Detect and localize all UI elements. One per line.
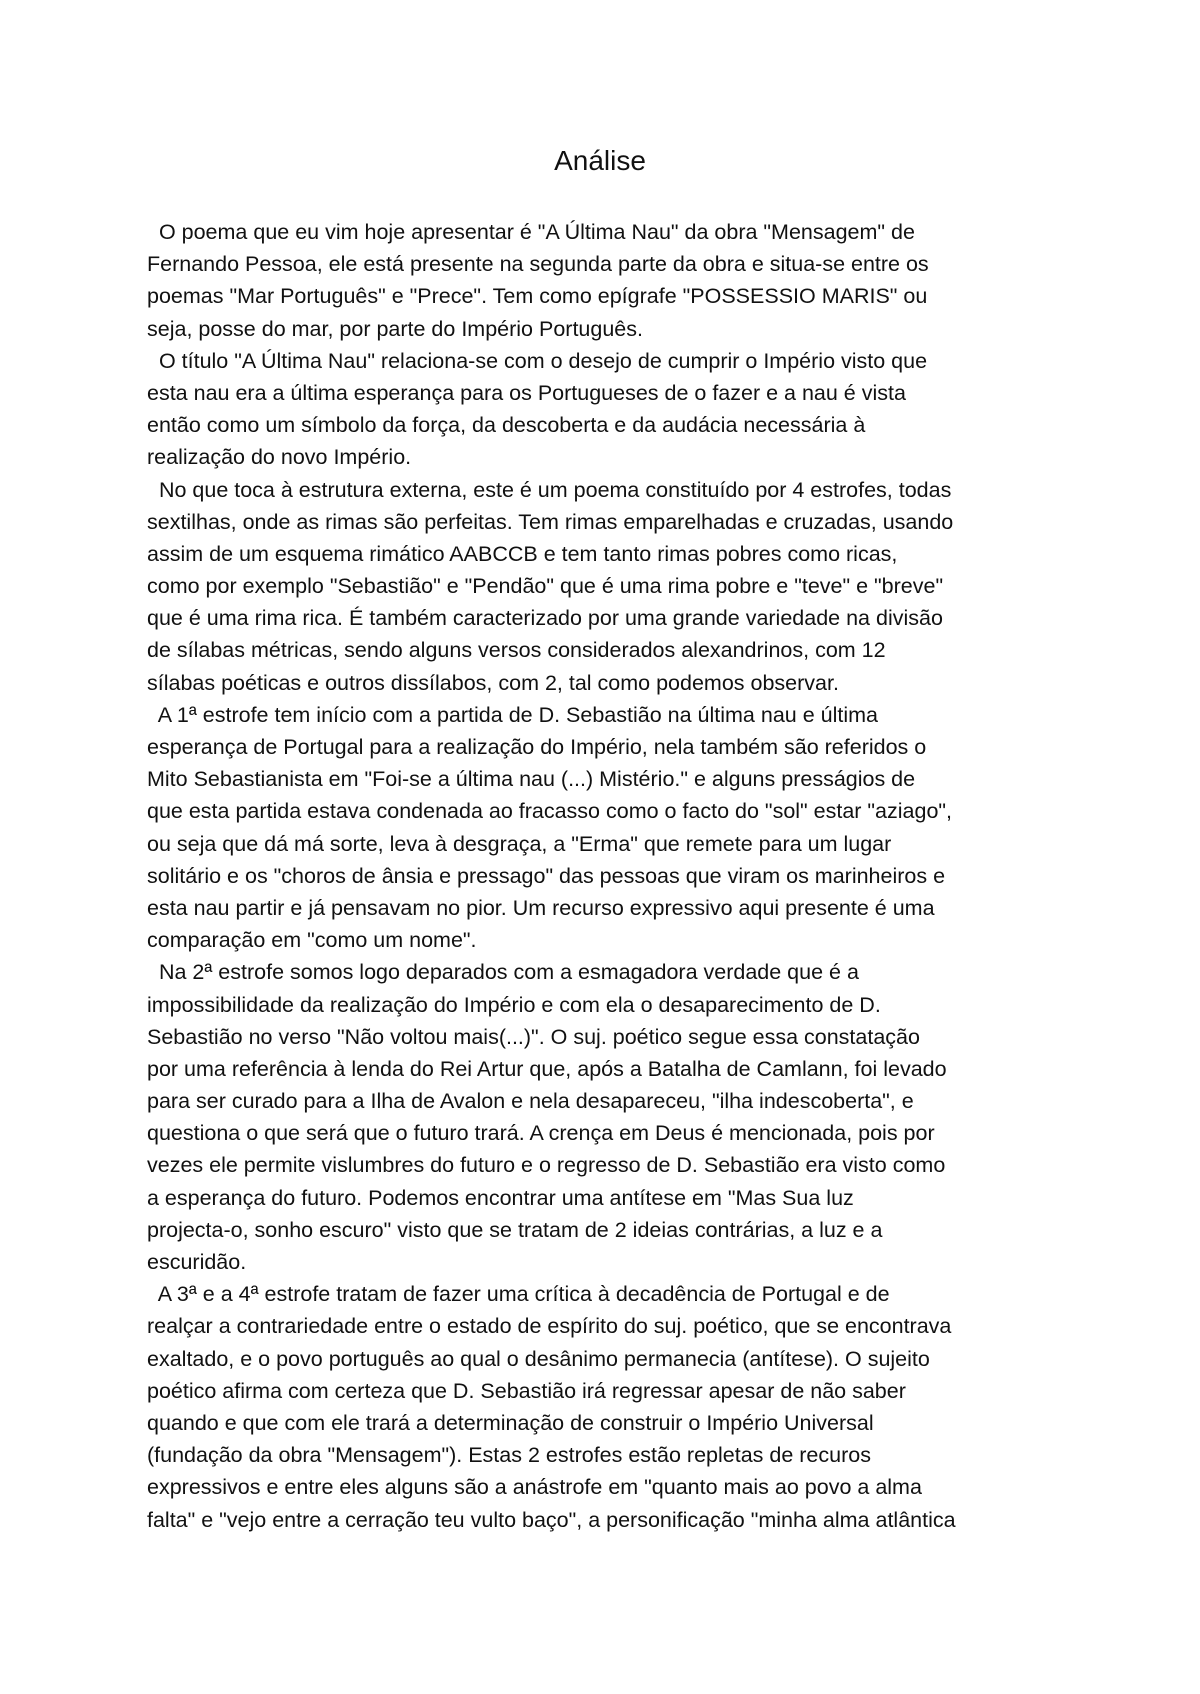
text-line: de sílabas métricas, sendo alguns versos considerados alexandrinos, com 12: [147, 638, 886, 663]
text-line: projecta-o, sonho escuro" visto que se tratam de 2 ideias contrárias, a luz e a: [147, 1217, 883, 1242]
text-line: Na 2ª estrofe somos logo deparados com a esmagadora verdade que é a: [147, 960, 859, 985]
text-line: A 3ª e a 4ª estrofe tratam de fazer uma crítica à decadência de Portugal e de: [147, 1282, 890, 1307]
text-line: que é uma rima rica. É também caracterizado por uma grande variedade na divisão: [147, 606, 943, 631]
document-body: [147, 216, 1067, 1536]
page-title: Análise: [554, 145, 646, 176]
text-line: por uma referência à lenda do Rei Artur que, após a Batalha de Camlann, foi levado: [147, 1056, 947, 1081]
text-line: realização do novo Império.: [147, 445, 412, 470]
text-line: Mito Sebastianista em "Foi-se a última nau (...) Mistério." e alguns presságios de: [147, 767, 916, 792]
text-line: No que toca à estrutura externa, este é um poema constituído por 4 estrofes, todas: [147, 477, 952, 502]
text-line: ou seja que dá má sorte, leva à desgraça, a "Erma" que remete para um lugar: [147, 831, 892, 856]
text-line: quando e que com ele trará a determinação de construir o Império Universal: [147, 1410, 874, 1435]
text-line: falta" e "vejo entre a cerração teu vulto baço", a personificação "minha alma atlântica: [147, 1507, 956, 1532]
text-line: esperança de Portugal para a realização do Império, nela também são referidos o: [147, 735, 927, 759]
text-line: Fernando Pessoa, ele está presente na segunda parte da obra e situa-se entre os: [147, 252, 929, 277]
text-line: como por exemplo "Sebastião" e "Pendão" que é uma rima pobre e "teve" e "breve": [147, 574, 944, 599]
text-line: então como um símbolo da força, da descoberta e da audácia necessária à: [147, 413, 866, 438]
text-line: realçar a contrariedade entre o estado de espírito do suj. poético, que se encontrava: [147, 1314, 952, 1339]
text-line: seja, posse do mar, por parte do Império Português.: [147, 316, 643, 341]
text-line: (fundação da obra "Mensagem"). Estas 2 estrofes estão repletas de recuros: [147, 1443, 871, 1468]
text-line: assim de um esquema rimático AABCCB e tem tanto rimas pobres como ricas,: [147, 541, 898, 566]
text-line: Sebastião no verso "Não voltou mais(...)". O suj. poético segue essa constatação: [147, 1024, 920, 1049]
text-line: A 1ª estrofe tem início com a partida de D. Sebastião na última nau e última: [147, 702, 878, 727]
text-line: expressivos e entre eles alguns são a anástrofe em "quanto mais ao povo a alma: [147, 1475, 922, 1500]
text-line: comparação em "como um nome".: [147, 928, 477, 953]
text-line: que esta partida estava condenada ao fracasso como o facto do "sol" estar "aziago",: [147, 799, 953, 824]
text-line: exaltado, e o povo português ao qual o desânimo permanecia (antítese). O sujeito: [147, 1346, 930, 1371]
text-line: esta nau era a última esperança para os Portugueses de o fazer e a nau é vista: [147, 380, 906, 405]
text-line: poético afirma com certeza que D. Sebastião irá regressar apesar de não saber: [147, 1378, 906, 1403]
text-line: sextilhas, onde as rimas são perfeitas. Tem rimas emparelhadas e cruzadas, usando: [147, 509, 954, 534]
text-line: solitário e os "choros de ânsia e pressago" das pessoas que viram os marinheiros e: [147, 863, 946, 888]
text-line: sílabas poéticas e outros dissílabos, com 2, tal como podemos observar.: [147, 670, 839, 695]
text-line: a esperança do futuro. Podemos encontrar uma antítese em "Mas Sua luz: [147, 1185, 854, 1210]
text-line: poemas "Mar Português" e "Prece". Tem como epígrafe "POSSESSIO MARIS" ou: [147, 284, 928, 309]
text-line: para ser curado para a Ilha de Avalon e nela desapareceu, "ilha indescoberta", e: [147, 1089, 914, 1114]
text-line: esta nau partir e já pensavam no pior. Um recurso expressivo aqui presente é uma: [147, 895, 935, 920]
text-line: O título "A Última Nau" relaciona-se com o desejo de cumprir o Império visto que: [147, 348, 928, 373]
text-line: escuridão.: [147, 1250, 247, 1274]
text-line: impossibilidade da realização do Império e com ela o desaparecimento de D.: [147, 992, 881, 1017]
text-line: O poema que eu vim hoje apresentar é "A Última Nau" da obra "Mensagem" de: [147, 220, 915, 244]
text-line: questiona o que será que o futuro trará. A crença em Deus é mencionada, pois por: [147, 1121, 935, 1146]
text-line: vezes ele permite vislumbres do futuro e o regresso de D. Sebastião era visto como: [147, 1153, 946, 1178]
